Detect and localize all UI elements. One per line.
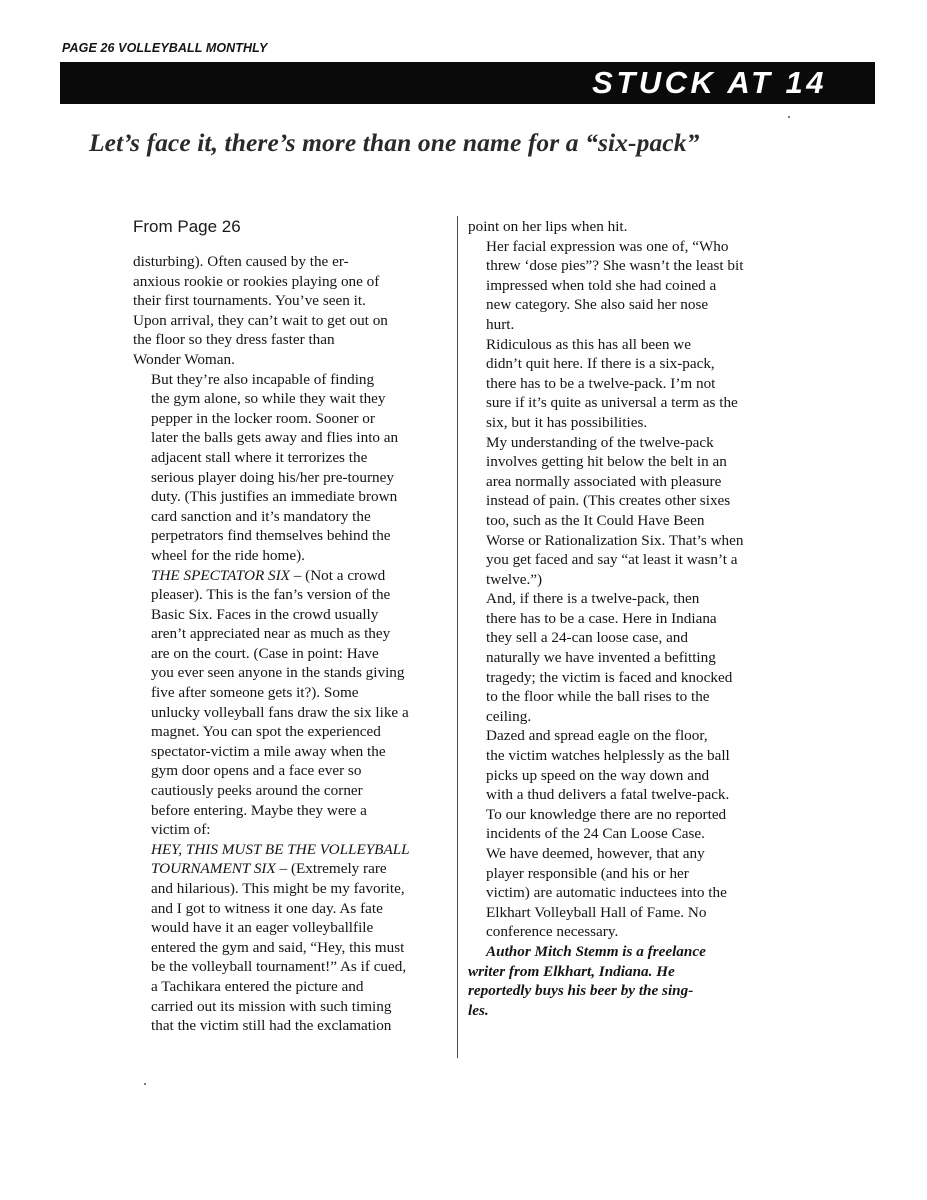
text-line: entered the gym and said, “Hey, this must (151, 938, 405, 956)
text-line: five after someone gets it?). Some (151, 684, 359, 702)
text-line: To our knowledge there are no reported (486, 805, 727, 823)
text-line: Ridiculous as this has all been we (486, 335, 691, 353)
text-line: TOURNAMENT SIX – (Extremely rare (151, 860, 387, 878)
text-line: perpetrators find themselves behind the (151, 527, 391, 545)
text-line: naturally we have invented a befitting (486, 649, 716, 667)
text-line: My understanding of the twelve-pack (486, 433, 714, 451)
text-line: impressed when told she had coined a (486, 276, 717, 294)
text-line: twelve.”) (486, 570, 543, 588)
title-bar (60, 62, 875, 104)
text-line: you ever seen anyone in the stands giving (151, 664, 405, 682)
text-line: be the volleyball tournament!” As if cued, (151, 958, 407, 976)
subhead-label: THE SPECTATOR SIX (151, 566, 290, 584)
subhead-label: HEY, THIS MUST BE THE VOLLEYBALL (151, 840, 410, 858)
text-line: instead of pain. (This creates other sixes (486, 492, 731, 510)
right-column-body (468, 217, 790, 942)
text-line: conference necessary. (486, 923, 619, 941)
speck (144, 1083, 146, 1085)
speck (788, 116, 790, 118)
text-line: didn’t quit here. If there is a six-pack, (486, 355, 715, 373)
text-line: picks up speed on the way down and (486, 766, 710, 784)
text-line: a Tachikara entered the picture and (151, 977, 364, 995)
text-line: Her facial expression was one of, “Who (486, 237, 729, 255)
text-line: card sanction and it’s mandatory the (151, 507, 371, 525)
text-line: pepper in the locker room. Sooner or (151, 409, 375, 427)
text-line: and I got to witness it one day. As fate (151, 899, 383, 917)
text-line: unlucky volleyball fans draw the six like a (151, 703, 409, 721)
text-line: that the victim still had the exclamation (151, 1017, 392, 1035)
bio-line: Author Mitch Stemm is a freelance (486, 942, 706, 960)
paragraph (133, 566, 448, 840)
text-line: We have deemed, however, that any (486, 845, 705, 862)
paragraph (133, 252, 448, 370)
text-line: new category. She also said her nose (486, 296, 709, 314)
article-title: STUCK AT 14 (592, 65, 827, 100)
text-line: involves getting hit below the belt in an (486, 453, 727, 471)
text-line: THE SPECTATOR SIX – (Not a crowd (151, 566, 386, 584)
text-line: would have it an eager volleyballfile (151, 919, 374, 937)
running-head: PAGE 26 VOLLEYBALL MONTHLY (62, 41, 268, 55)
text-line: area normally associated with pleasure (486, 472, 722, 490)
text-line: the floor so they dress faster than (133, 331, 335, 349)
text-line: six, but it has possibilities. (486, 413, 648, 431)
paragraph (468, 433, 790, 590)
text-line: there has to be a case. Here in Indiana (486, 609, 717, 627)
article-deck: Let’s face it, there’s more than one name for a “six-pack” (89, 128, 700, 157)
text-line: Upon arrival, they can’t wait to get out on (133, 311, 388, 329)
text-line: later the balls gets away and flies into an (151, 429, 399, 447)
right-column (468, 217, 790, 1020)
text-line: player responsible (and his or her (486, 864, 689, 882)
text-line: adjacent stall where it terrorizes the (151, 448, 368, 466)
text-line: Worse or Rationalization Six. That’s when (486, 531, 744, 549)
paragraph (468, 335, 790, 433)
text-line: there has to be a twelve-pack. I’m not (486, 374, 716, 392)
text-line: wheel for the ride home). (151, 546, 305, 564)
column-divider (457, 216, 458, 1058)
text-line: before entering. Maybe they were a (151, 801, 367, 819)
text-line: sure if it’s quite as universal a term as the (486, 394, 738, 412)
text-line: victim of: (151, 821, 211, 839)
paragraph (133, 370, 448, 566)
jump-line: From Page 26 (133, 217, 241, 236)
text-line: Wonder Woman. (133, 350, 235, 368)
bio-line: writer from Elkhart, Indiana. He (468, 962, 675, 980)
text-line: incidents of the 24 Can Loose Case. (486, 825, 705, 843)
text-line: And, if there is a twelve-pack, then (486, 590, 700, 608)
text-line: to the floor while the ball rises to the (486, 688, 710, 706)
text-line: spectator-victim a mile away when the (151, 742, 386, 760)
text-line: Basic Six. Faces in the crowd usually (151, 605, 379, 623)
text-line: duty. (This justifies an immediate brown (151, 488, 398, 506)
subhead-label: TOURNAMENT SIX (151, 860, 276, 878)
text-line (133, 840, 448, 860)
paragraph (468, 726, 790, 844)
paragraph (468, 237, 790, 335)
bio-line: reportedly buys his beer by the sing- (468, 982, 694, 1000)
text-line: are on the court. (Case in point: Have (151, 644, 379, 662)
text-line: gym door opens and a face ever so (151, 762, 362, 780)
text-line: tragedy; the victim is faced and knocked (486, 668, 733, 686)
paragraph (133, 840, 448, 1036)
text-line: they sell a 24-can loose case, and (486, 629, 688, 647)
text-line: carried out its mission with such timing (151, 997, 392, 1015)
text-line: Dazed and spread eagle on the floor, (486, 727, 708, 745)
text-line: cautiously peeks around the corner (151, 782, 363, 800)
text-line: the gym alone, so while they wait they (151, 390, 386, 408)
text-line: magnet. You can spot the experienced (151, 723, 381, 741)
text-line: the victim watches helplessly as the ball (486, 747, 730, 765)
paragraph (468, 589, 790, 726)
author-bio (468, 942, 790, 1020)
left-column (133, 252, 448, 1036)
text-line: too, such as the It Could Have Been (486, 511, 705, 529)
text-line: hurt. (486, 315, 515, 333)
text-line: ceiling. (486, 707, 532, 725)
text-line: point on her lips when hit. (468, 218, 628, 235)
text-line: you get faced and say “at least it wasn’t a (486, 551, 738, 569)
text-line: serious player doing his/her pre-tourney (151, 468, 394, 486)
text-line: Elkhart Volleyball Hall of Fame. No (486, 903, 707, 921)
text-line: pleaser). This is the fan’s version of the (151, 586, 391, 604)
text-line: disturbing). Often caused by the er- (133, 253, 349, 270)
text-line: But they’re also incapable of finding (151, 370, 375, 388)
text-line: aren’t appreciated near as much as they (151, 625, 391, 643)
text-line: victim) are automatic inductees into the (486, 884, 727, 902)
paragraph (468, 217, 790, 237)
bio-line: les. (468, 1001, 489, 1019)
text-line: and hilarious). This might be my favorite, (151, 880, 405, 897)
text-line: with a thud delivers a fatal twelve-pack. (486, 786, 730, 804)
text-line: anxious rookie or rookies playing one of (133, 272, 380, 290)
text-line: their first tournaments. You’ve seen it. (133, 292, 366, 310)
paragraph (468, 844, 790, 942)
text-line: threw ‘dose pies”? She wasn’t the least bit (486, 257, 744, 275)
